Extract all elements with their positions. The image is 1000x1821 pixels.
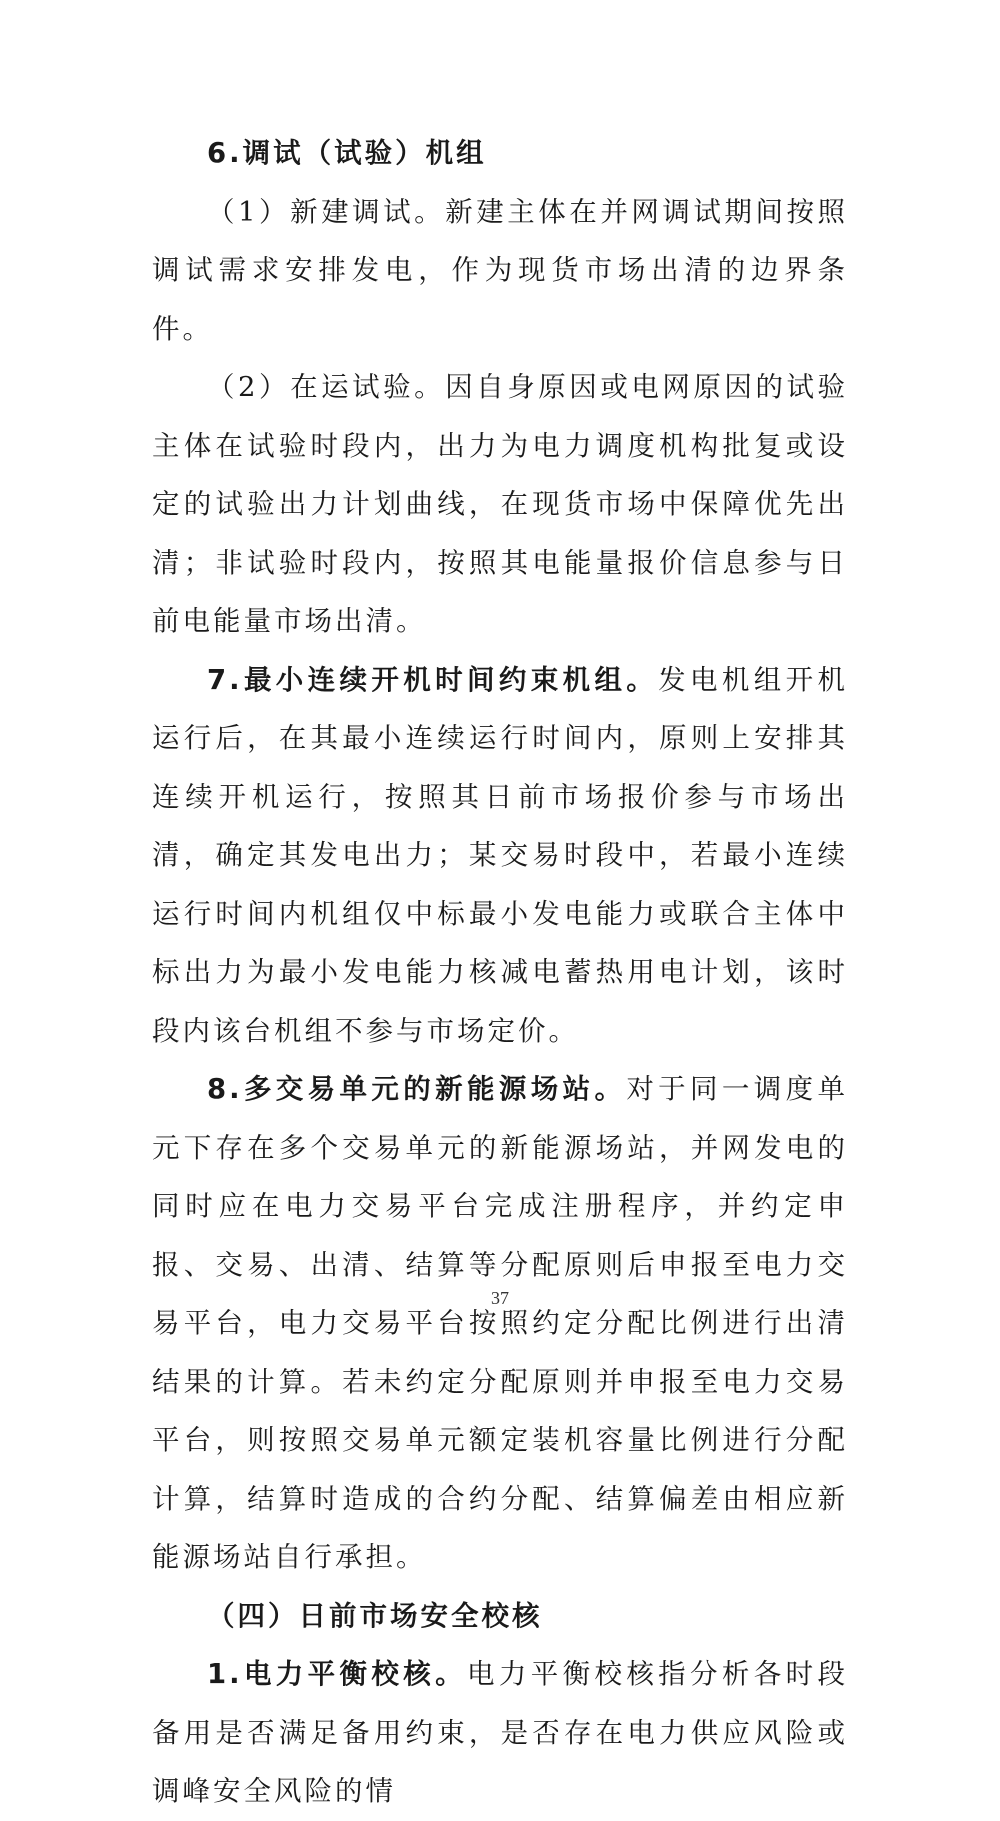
paragraph-1-power-balance-check — [152, 1645, 848, 1821]
item-8-body: 对于同一调度单元下存在多个交易单元的新能源场站，并网发电的同时应在电力交易平台完成注册程序，并约定申报、交易、出清、结算等分配原则后申报至电力交易平台，电力交易平台按照约定分配比例进行出清结果的计算。若未约定分配原则并申报至电力交易平台，则按照交易单元额定装机容量比例进行分配计算，结算时造成的合约分配、结算偏差由相应新能源场站自行承担。 — [152, 1073, 848, 1573]
item-8-title: 8.多交易单元的新能源场站。 — [207, 1073, 627, 1105]
item-7-body: 发电机组开机运行后，在其最小连续运行时间内，原则上安排其连续开机运行，按照其日前市场报价参与市场出清，确定其发电出力；某交易时段中，若最小连续运行时间内机组仅中标最小发电能力或联合主体中标出力为最小发电能力核减电蓄热用电计划，该时段内该台机组不参与市场定价。 — [152, 663, 848, 1047]
paragraph-6-2-operating-test: （2）在运试验。因自身原因或电网原因的试验主体在试验时段内，出力为电力调度机构批复或设定的试验出力计划曲线，在现货市场中保障优先出清；非试验时段内，按照其电能量报价信息参与日前电能量市场出清。 — [152, 371, 848, 637]
item-1-title: 1.电力平衡校核。 — [207, 1658, 467, 1690]
paragraph-6-1-new-commissioning: （1）新建调试。新建主体在并网调试期间按照调试需求安排发电，作为现货市场出清的边界条件。 — [152, 195, 848, 345]
section-4-heading: （四）日前市场安全校核 — [207, 1599, 543, 1632]
item-7-title: 7.最小连续开机时间约束机组。 — [207, 663, 659, 696]
body-text — [152, 124, 848, 1821]
item-1-body: 电力平衡校核指分析各时段备用是否满足备用约束，是否存在电力供应风险或调峰安全风险的情 — [152, 1658, 848, 1807]
page-number: 37 — [491, 1288, 509, 1308]
paragraph-7-min-continuous-run — [152, 651, 848, 1061]
heading-6-commissioning-units: 6.调试（试验）机组 — [207, 137, 487, 169]
paragraph-8-multi-trading-units — [152, 1060, 848, 1587]
